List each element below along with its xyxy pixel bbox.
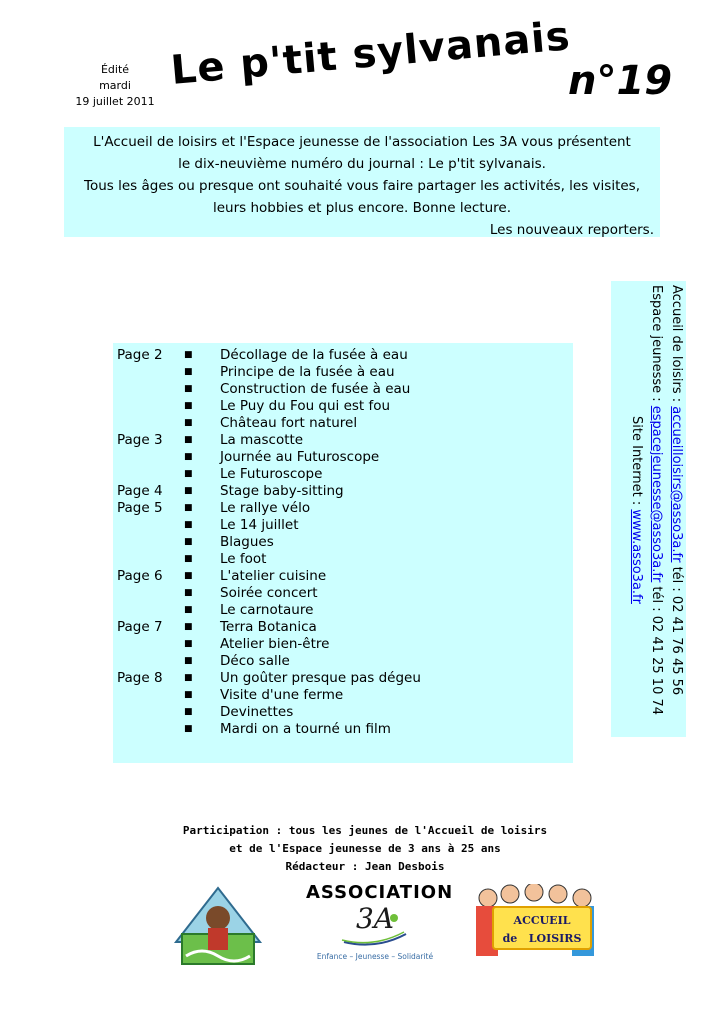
bullet-icon: ■ <box>184 486 193 496</box>
association-mark: 3A <box>355 902 395 935</box>
toc-item <box>113 432 573 449</box>
toc-item <box>113 721 573 738</box>
toc-title: Stage baby-sitting <box>220 483 344 499</box>
contact-accueil-email-link[interactable]: accueilloisirs@asso3a.fr <box>669 406 684 563</box>
credits-line: Participation : tous les jeunes de l'Accueil de loisirs <box>182 824 548 837</box>
toc-title: Le carnotaure <box>220 602 314 618</box>
bullet-icon: ■ <box>184 724 193 734</box>
toc-title: Principe de la fusée à eau <box>220 364 395 380</box>
edition-info <box>60 62 170 110</box>
toc-item <box>113 449 573 466</box>
toc-item <box>113 483 573 500</box>
toc-title: Le Puy du Fou qui est fou <box>220 398 391 414</box>
toc-item <box>113 415 573 432</box>
toc-title: Déco salle <box>220 653 290 669</box>
issue-number: n°19 <box>568 58 673 104</box>
contact-site-label: Site Internet : <box>629 416 644 510</box>
toc-item <box>113 398 573 415</box>
toc-page: Page 6 <box>117 568 163 584</box>
contact-espace-email-link[interactable]: espacejeunesse@asso3a.fr <box>649 405 664 583</box>
bullet-icon: ■ <box>184 656 193 666</box>
toc-page: Page 4 <box>117 483 163 499</box>
toc-item <box>113 517 573 534</box>
espace-jeunesse-logo <box>172 882 264 968</box>
toc-item <box>113 619 573 636</box>
credits-line: et de l'Espace jeunesse de 3 ans à 25 ans <box>229 842 501 855</box>
toc-title: Soirée concert <box>220 585 318 601</box>
intro-signature: Les nouveaux reporters. <box>489 222 654 238</box>
bullet-icon: ■ <box>184 367 193 377</box>
toc-title: Décollage de la fusée à eau <box>220 347 408 363</box>
contact-site <box>626 285 646 735</box>
toc-item <box>113 381 573 398</box>
toc-item <box>113 500 573 517</box>
contact-espace-label: Espace jeunesse : <box>649 285 664 406</box>
intro-line: le dix-neuvième numéro du journal : Le p'tit sylvanais. <box>178 156 546 172</box>
toc-title: Un goûter presque pas dégeu <box>220 670 421 686</box>
bullet-icon: ■ <box>184 418 193 428</box>
toc-item <box>113 602 573 619</box>
bullet-icon: ■ <box>184 520 193 530</box>
association-tagline: Enfance – Jeunesse – Solidarité <box>316 952 434 961</box>
bullet-icon: ■ <box>184 469 193 479</box>
toc-title: Le rallye vélo <box>220 500 311 516</box>
toc-title: Le 14 juillet <box>220 517 299 533</box>
toc-title: La mascotte <box>220 432 304 448</box>
contact-accueil-label: Accueil de loisirs : <box>669 285 684 407</box>
toc-item <box>113 636 573 653</box>
bullet-icon: ■ <box>184 605 193 615</box>
bullet-icon: ■ <box>184 639 193 649</box>
bullet-icon: ■ <box>184 622 193 632</box>
bullet-icon: ■ <box>184 435 193 445</box>
toc-title: Terra Botanica <box>220 619 317 635</box>
accueil-loisirs-label <box>492 906 592 950</box>
bullet-icon: ■ <box>184 384 193 394</box>
toc-item <box>113 687 573 704</box>
contact-site-link[interactable]: www.asso3a.fr <box>629 509 644 604</box>
toc-title: Devinettes <box>220 704 294 720</box>
bullet-icon: ■ <box>184 588 193 598</box>
intro-box <box>64 127 660 237</box>
toc-title: Le Futuroscope <box>220 466 323 482</box>
accueil-loisirs-logo <box>470 884 600 964</box>
bullet-icon: ■ <box>184 673 193 683</box>
toc-item <box>113 653 573 670</box>
association-name: ASSOCIATION <box>306 882 454 903</box>
toc-title: Journée au Futuroscope <box>220 449 380 465</box>
intro-line: Tous les âges ou presque ont souhaité vous faire partager les activités, les visites, <box>84 178 640 194</box>
toc-item <box>113 364 573 381</box>
contact-accueil <box>666 285 686 735</box>
toc-item <box>113 670 573 687</box>
toc-title: L'atelier cuisine <box>220 568 327 584</box>
toc-item <box>113 347 573 364</box>
toc-title: Le foot <box>220 551 267 567</box>
bullet-icon: ■ <box>184 503 193 513</box>
bullet-icon: ■ <box>184 707 193 717</box>
accueil-label-line: de LOISIRS <box>502 932 582 945</box>
toc-item <box>113 585 573 602</box>
toc-title: Atelier bien-être <box>220 636 330 652</box>
intro-line: L'Accueil de loisirs et l'Espace jeunesse de l'association Les 3A vous présentent <box>93 134 631 150</box>
toc-title: Blagues <box>220 534 274 550</box>
toc-item <box>113 704 573 721</box>
contact-accueil-tel: tél : 02 41 76 45 56 <box>669 562 684 696</box>
table-of-contents <box>113 343 573 763</box>
toc-item <box>113 466 573 483</box>
toc-page: Page 3 <box>117 432 163 448</box>
toc-title: Visite d'une ferme <box>220 687 344 703</box>
edition-word: Édité <box>100 63 130 76</box>
bullet-icon: ■ <box>184 690 193 700</box>
contact-espace-tel: tél : 02 41 25 10 74 <box>649 582 664 716</box>
journal-title: Le p'tit sylvanais <box>168 13 573 94</box>
toc-page: Page 2 <box>117 347 163 363</box>
bullet-icon: ■ <box>184 537 193 547</box>
toc-item <box>113 551 573 568</box>
espace-jeunesse-logo-graphic <box>172 882 264 968</box>
bullet-icon: ■ <box>184 554 193 564</box>
credits-editor: Rédacteur : Jean Desbois <box>285 860 445 873</box>
bullet-icon: ■ <box>184 350 193 360</box>
toc-item <box>113 568 573 585</box>
toc-title: Mardi on a tourné un film <box>220 721 391 737</box>
bullet-icon: ■ <box>184 571 193 581</box>
contact-espace <box>646 285 666 735</box>
toc-page: Page 7 <box>117 619 163 635</box>
accueil-label-line: ACCUEIL <box>513 914 571 927</box>
edition-day: mardi <box>99 79 131 92</box>
association-3a-logo <box>306 880 454 968</box>
toc-page: Page 5 <box>117 500 163 516</box>
contacts-box <box>611 281 686 737</box>
toc-title: Château fort naturel <box>220 415 358 431</box>
credits <box>150 822 580 876</box>
bullet-icon: ■ <box>184 452 193 462</box>
toc-page: Page 8 <box>117 670 163 686</box>
edition-date: 19 juillet 2011 <box>75 95 155 108</box>
toc-title: Construction de fusée à eau <box>220 381 411 397</box>
bullet-icon: ■ <box>184 401 193 411</box>
intro-line: leurs hobbies et plus encore. Bonne lecture. <box>212 200 511 216</box>
toc-item <box>113 534 573 551</box>
